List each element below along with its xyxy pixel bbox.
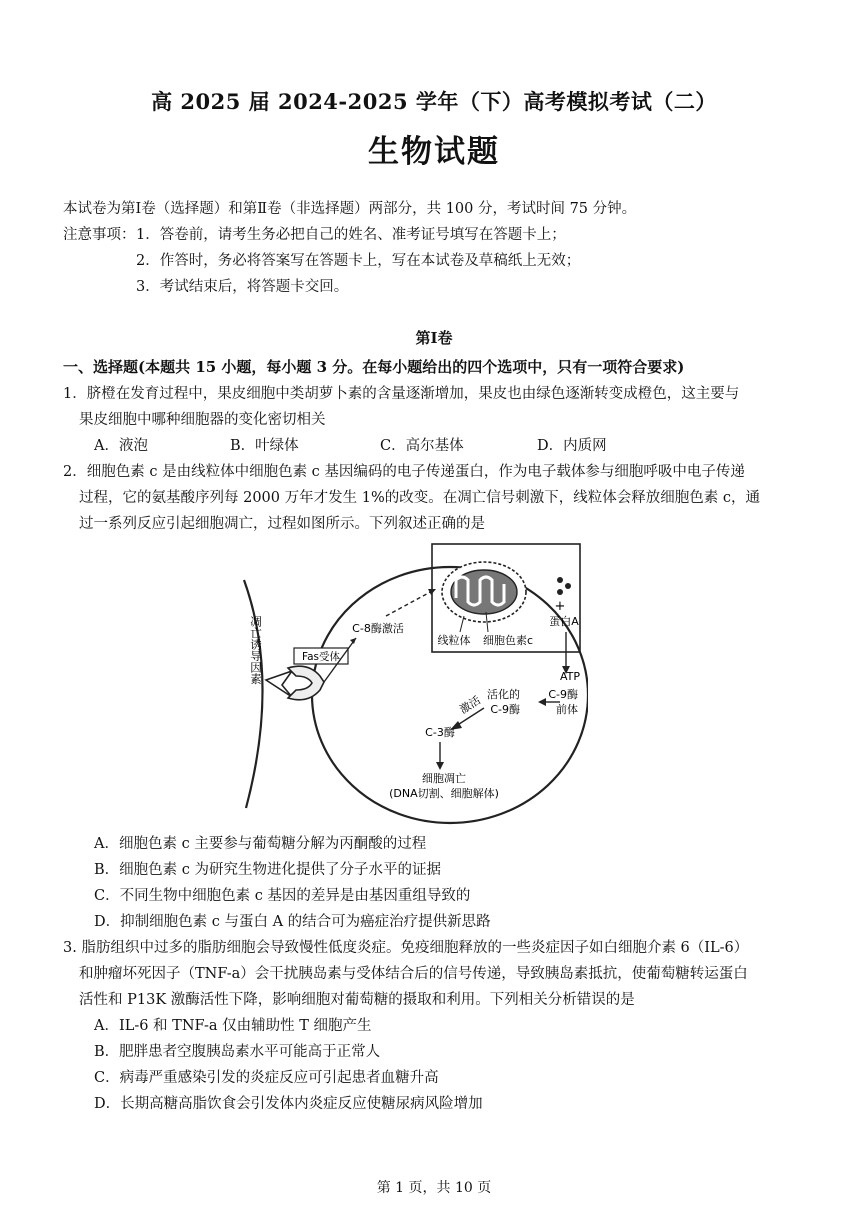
protein-a-label: 蛋白A [549, 615, 579, 628]
exam-description: 本试卷为第Ⅰ卷（选择题）和第Ⅱ卷（非选择题）两部分，共 100 分，考试时间 75 分钟。 [63, 201, 637, 217]
subject-title: 生物试题 [368, 134, 500, 170]
q1-option-a: A．液泡 [94, 438, 148, 454]
q2-stem-line-2: 过程，它的氨基酸序列每 2000 万年才发生 1%的改变。在凋亡信号刺激下，线粒体会释放细胞色素 c，通 [79, 490, 760, 506]
q1-stem-line-1: 1．脐橙在发育过程中，果皮细胞中类胡萝卜素的含量逐渐增加，果皮也由绿色逐渐转变成橙色，这主要与 [63, 386, 740, 402]
q1-stem-line-2: 果皮细胞中哪种细胞器的变化密切相关 [79, 412, 326, 428]
note-1: 1．答卷前，请考生务必把自己的姓名、准考证号填写在答题卡上； [136, 227, 566, 243]
exam-title: 高 2025 届 2024-2025 学年（下）高考模拟考试（二） [151, 89, 717, 114]
apoptosis-factor-char-1: 凋亡诱导因素 [249, 615, 263, 685]
section-title: 第Ⅰ卷 [415, 329, 453, 347]
q1-option-c: C．高尔基体 [380, 438, 464, 454]
q3-stem-line-1: 3. 脂肪组织中过多的脂肪细胞会导致慢性低度炎症。免疫细胞释放的一些炎症因子如白细胞介素 6（IL-6） [63, 940, 749, 956]
left-cell-membrane [244, 580, 263, 808]
q2-option-a: A．细胞色素 c 主要参与葡萄糖分解为丙酮酸的过程 [94, 836, 427, 852]
plus-sign: + [554, 599, 566, 614]
q2-option-c: C．不同生物中细胞色素 c 基因的差异是由基因重组导致的 [94, 888, 471, 904]
section-heading: 一、选择题(本题共 15 小题，每小题 3 分。在每小题给出的四个选项中，只有一项符合要求) [63, 358, 685, 376]
cytochrome-c-label: 细胞色素c [482, 634, 534, 647]
apoptosis-detail-label: (DNA切割、细胞解体) [389, 787, 499, 800]
notes-label: 注意事项： [63, 227, 136, 243]
q1-option-d: D．内质网 [537, 438, 607, 454]
ligand-shape [266, 671, 292, 697]
q2-stem-line-1: 2．细胞色素 c 是由线粒体中细胞色素 c 基因编码的电子传递蛋白，作为电子载体参与细胞呼吸中电子传递 [63, 464, 745, 480]
fas-receptor-shape [288, 666, 324, 700]
activated-c9-label-1: 活化的 [487, 688, 520, 701]
note-3: 3．考试结束后，将答题卡交回。 [136, 279, 349, 295]
activated-c9-label-2: C-9酶 [490, 703, 520, 716]
q3-option-c: C．病毒严重感染引发的炎症反应可引起患者血糖升高 [94, 1070, 439, 1086]
q3-option-b: B．肥胖患者空腹胰岛素水平可能高于正常人 [94, 1044, 381, 1060]
mitochondrion-label: 线粒体 [437, 634, 471, 647]
q3-option-d: D．长期高糖高脂饮食会引发体内炎症反应使糖尿病风险增加 [94, 1096, 483, 1112]
q2-option-d: D．抑制细胞色素 c 与蛋白 A 的结合可为癌症治疗提供新思路 [94, 914, 491, 930]
q1-option-b: B．叶绿体 [230, 438, 299, 454]
c8-activation-label: C-8酶激活 [352, 622, 404, 635]
c9-precursor-label-1: C-9酶 [548, 688, 578, 701]
c3-label: C-3酶 [425, 726, 455, 739]
activate-label: 激活 [457, 693, 483, 717]
apoptosis-label: 细胞凋亡 [422, 772, 466, 785]
atp-label: ATP [559, 670, 580, 683]
note-2: 2．作答时，务必将答案写在答题卡上，写在本试卷及草稿纸上无效； [136, 253, 581, 269]
q3-option-a: A．IL-6 和 TNF-a 仅由辅助性 T 细胞产生 [94, 1018, 372, 1034]
q3-stem-line-2: 和肿瘤坏死因子（TNF-a）会干扰胰岛素与受体结合后的信号传递，导致胰岛素抵抗，使葡萄糖转运蛋白 [79, 966, 748, 982]
c9-precursor-label-2: 前体 [556, 703, 578, 716]
fas-receptor-label: Fas受体 [302, 651, 340, 663]
q2-option-b: B．细胞色素 c 为研究生物进化提供了分子水平的证据 [94, 862, 441, 878]
apoptosis-diagram [238, 540, 588, 830]
page-number: 第 1 页，共 10 页 [376, 1180, 492, 1196]
q3-stem-line-3: 活性和 P13K 激酶活性下降，影响细胞对葡萄糖的摄取和利用。下列相关分析错误的是 [79, 992, 635, 1008]
q2-stem-line-3: 过一系列反应引起细胞凋亡，过程如图所示。下列叙述正确的是 [79, 516, 485, 532]
